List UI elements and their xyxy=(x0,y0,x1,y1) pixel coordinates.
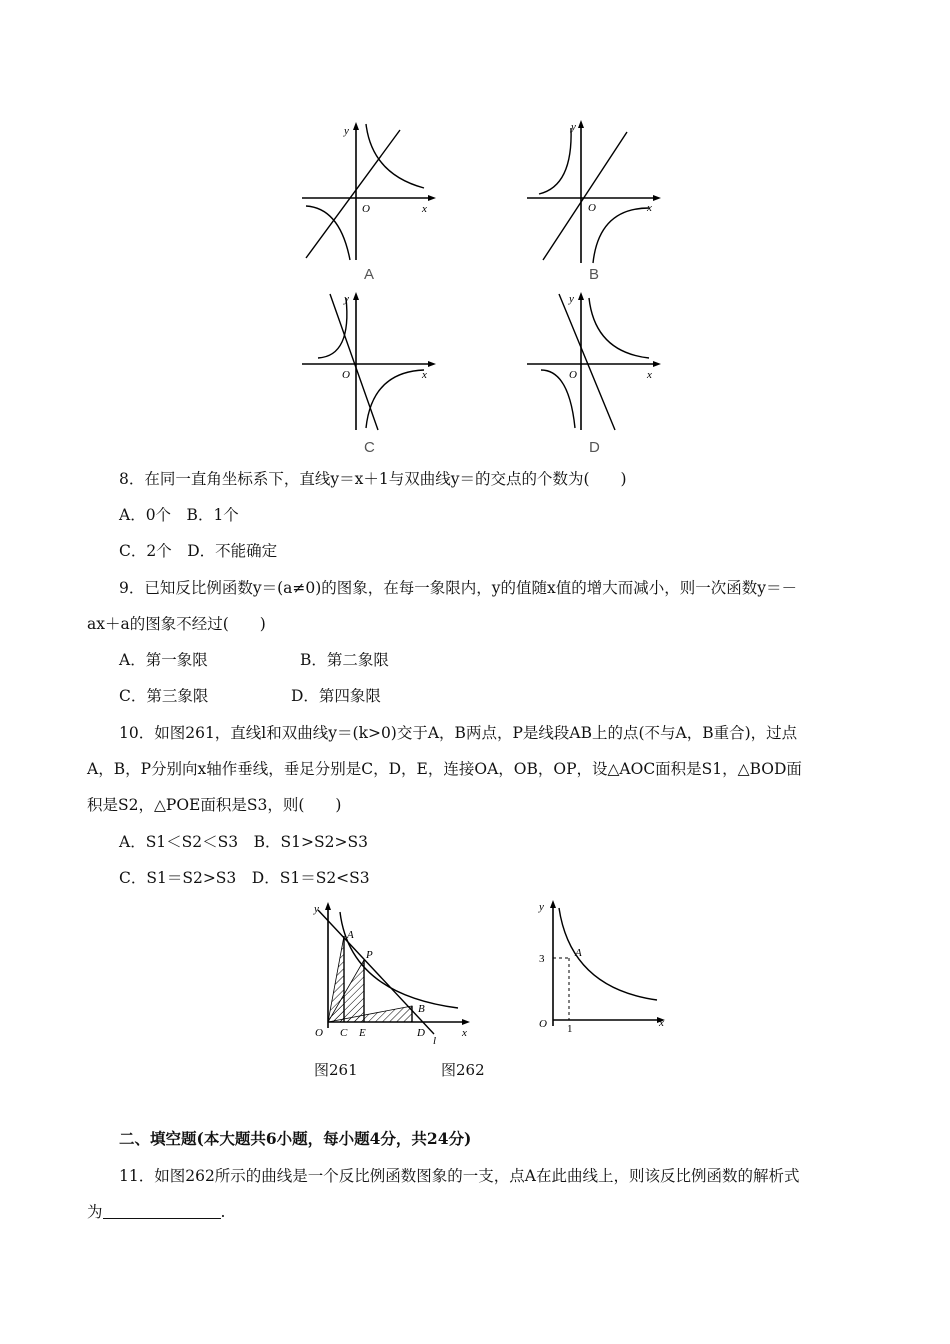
q9-stem-line2: ax＋a的图象不经过( ) xyxy=(87,615,266,633)
fig261-x-label: x xyxy=(462,1027,467,1039)
q9-option-b: B．第二象限 xyxy=(300,651,389,669)
origin-label: O xyxy=(362,203,370,215)
line-l-label: l xyxy=(433,1035,437,1047)
option-graph-d xyxy=(525,290,665,435)
option-graph-c xyxy=(300,290,440,435)
point-a-label: A xyxy=(347,929,354,941)
point-d-label: D xyxy=(417,1027,425,1039)
fig262-caption: 图262 xyxy=(441,1061,485,1079)
q11-answer-blank xyxy=(103,1204,221,1219)
option-graph-c-caption: C xyxy=(364,439,375,456)
q11-prefix: 为 xyxy=(87,1203,103,1221)
option-graph-b-caption: B xyxy=(589,266,600,283)
q9-option-d: D．第四象限 xyxy=(291,687,381,705)
q10-stem-line1: 10．如图261，直线l和双曲线y＝(k>0)交于A，B两点，P是线段AB上的点(不与A，B重合)，过点 xyxy=(119,724,798,742)
point-c-label: C xyxy=(340,1027,348,1039)
fig262-origin-label: O xyxy=(539,1018,547,1030)
q8-stem: 8．在同一直角坐标系下，直线y＝x＋1与双曲线y＝的交点的个数为( ) xyxy=(119,470,627,488)
q9-stem-line1: 9．已知反比例函数y＝(a≠0)的图象，在每一象限内，y的值随x值的增大而减小，则一次函数y＝－ xyxy=(119,579,798,597)
fig261-y-label: y xyxy=(314,903,319,915)
fig261-origin-label: O xyxy=(315,1027,323,1039)
fig262-x-label: x xyxy=(659,1017,664,1029)
fig262-y-label: y xyxy=(539,901,544,913)
q10-stem-line3: 积是S2，△POE面积是S3，则( ) xyxy=(87,796,342,814)
q9-option-c: C．第三象限 xyxy=(119,687,209,705)
figure-262 xyxy=(533,896,673,1044)
origin-label: O xyxy=(342,369,350,381)
y-axis-label: y xyxy=(569,293,574,305)
x-axis-label: x xyxy=(422,203,427,215)
fig262-y-tick: 3 xyxy=(539,953,545,965)
origin-label: O xyxy=(588,202,596,214)
origin-label: O xyxy=(569,369,577,381)
point-e-label: E xyxy=(359,1027,366,1039)
x-axis-label: x xyxy=(422,369,427,381)
fig262-point-a-label: A xyxy=(575,947,582,959)
q9-option-a: A．第一象限 xyxy=(119,651,208,669)
fig261-caption: 图261 xyxy=(314,1061,358,1079)
q10-options-1: A．S1＜S2＜S3 B．S1>S2>S3 xyxy=(119,833,368,851)
q8-options-2: C．2个 D．不能确定 xyxy=(119,542,278,560)
q10-stem-line2: A，B，P分别向x轴作垂线，垂足分别是C，D，E，连接OA，OB，OP，设△AOC面积是S1，△BOD面 xyxy=(87,760,802,778)
option-graph-a-caption: A xyxy=(364,266,375,283)
option-graph-b xyxy=(525,118,665,268)
figure-261 xyxy=(308,898,483,1048)
y-axis-label: y xyxy=(344,293,349,305)
point-b-label: B xyxy=(418,1003,425,1015)
q11-stem-line2 xyxy=(87,1202,225,1222)
q10-options-2: C．S1＝S2>S3 D．S1＝S2<S3 xyxy=(119,869,370,887)
q8-options-1: A．0个 B．1个 xyxy=(119,506,239,524)
q11-suffix: . xyxy=(220,1203,226,1221)
fig262-x-tick: 1 xyxy=(567,1023,573,1035)
x-axis-label: x xyxy=(647,369,652,381)
point-p-label: P xyxy=(366,949,373,961)
y-axis-label: y xyxy=(344,125,349,137)
x-axis-label: x xyxy=(647,202,652,214)
option-graph-a xyxy=(300,120,440,265)
y-axis-label: y xyxy=(571,121,576,133)
q11-stem-line1: 11．如图262所示的曲线是一个反比例函数图象的一支，点A在此曲线上，则该反比例函数的解析式 xyxy=(119,1167,800,1185)
option-graph-d-caption: D xyxy=(589,439,600,456)
section2-heading: 二、填空题(本大题共6小题，每小题4分，共24分) xyxy=(119,1129,472,1148)
